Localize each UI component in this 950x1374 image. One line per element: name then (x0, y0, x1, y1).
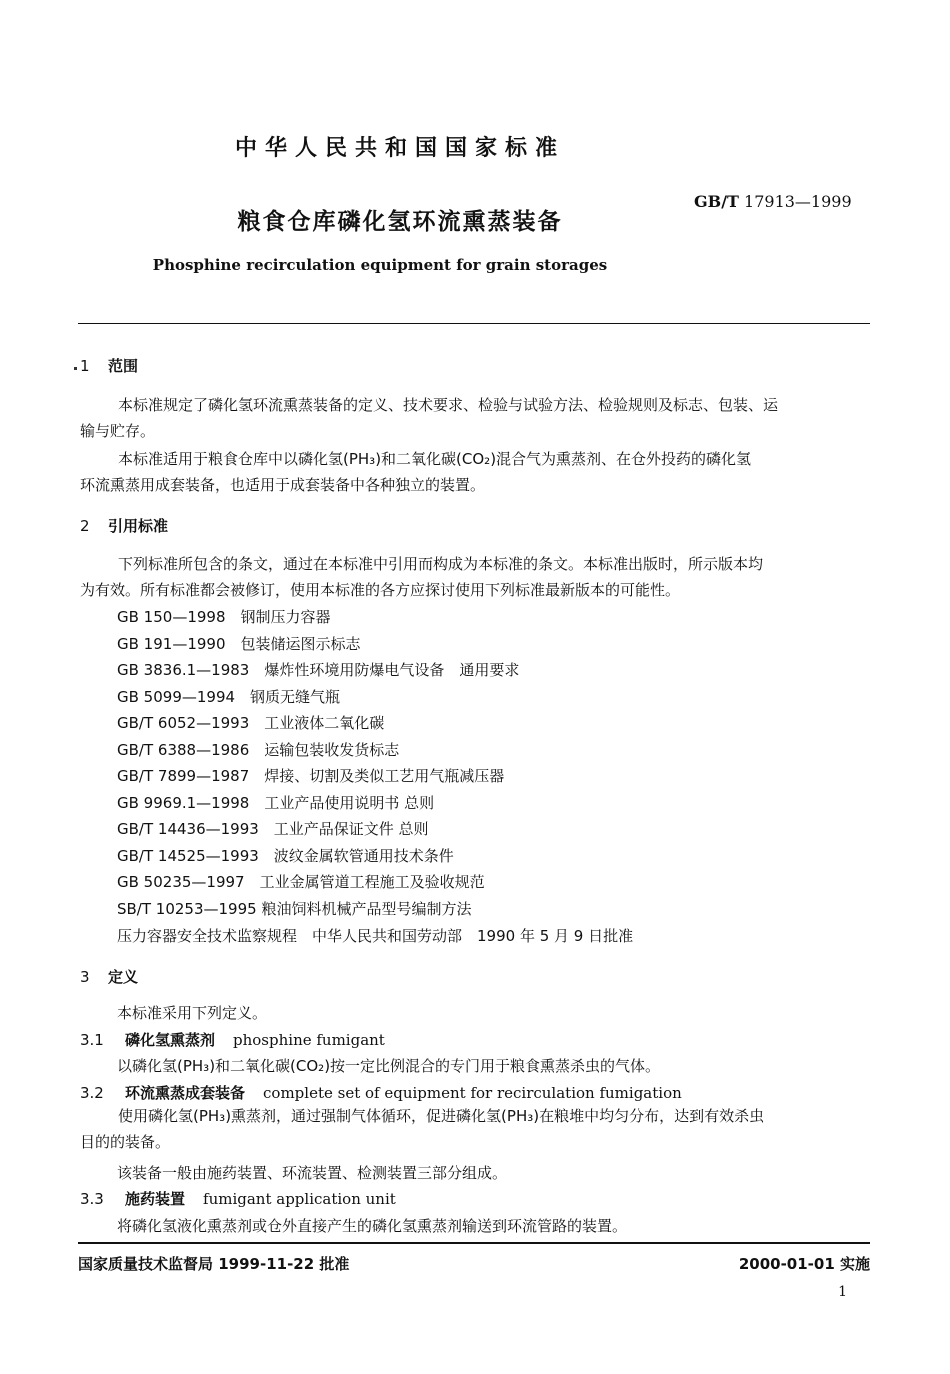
section-number: 3 (80, 968, 90, 986)
definition-3-3-term (80, 1188, 396, 1209)
reference-item: GB 150—1998 钢制压力容器 (117, 608, 331, 626)
section-1-paragraph-1 (80, 392, 870, 444)
national-standard-heading: 中华人民共和国国家标准 (234, 136, 565, 161)
document-title: 粮食仓库磷化氢环流熏蒸装备 (237, 209, 563, 235)
scan-dot (74, 367, 77, 370)
section-title: 引用标准 (108, 517, 169, 535)
reference-item: GB/T 6052—1993 工业液体二氧化碳 (117, 714, 385, 732)
standard-prefix: GB/T (694, 192, 739, 211)
term-english: fumigant application unit (203, 1190, 396, 1208)
term-chinese: 施药装置 (125, 1190, 186, 1208)
reference-item: GB/T 14436—1993 工业产品保证文件 总则 (117, 820, 429, 838)
paragraph-line: 为有效。所有标准都会被修订，使用本标准的各方应探讨使用下列标准最新版本的可能性。 (80, 581, 681, 599)
document-title-english: Phosphine recirculation equipment for grain storages (152, 256, 608, 274)
section-1-heading (80, 355, 138, 376)
section-title: 定义 (108, 968, 139, 986)
reference-item: GB 191—1990 包装储运图示标志 (117, 635, 361, 653)
implementation-date: 2000-01-01 实施 (738, 1255, 870, 1273)
term-english: complete set of equipment for recirculation fumigation (263, 1084, 682, 1102)
section-1-paragraph-2 (80, 446, 870, 498)
definition-3-2-text (80, 1103, 870, 1155)
definition-3-2-term (80, 1082, 682, 1103)
reference-item: GB 3836.1—1983 爆炸性环境用防爆电气设备 通用要求 (117, 661, 520, 679)
definition-3-1-text: 以磷化氢(PH₃)和二氧化碳(CO₂)按一定比例混合的专门用于粮食熏蒸杀虫的气体。 (117, 1057, 661, 1075)
term-chinese: 环流熏蒸成套装备 (125, 1084, 246, 1102)
paragraph-line: 本标准规定了磷化氢环流熏蒸装备的定义、技术要求、检验与试验方法、检验规则及标志、包装、运 (118, 396, 779, 414)
section-number: 1 (80, 357, 90, 375)
definition-number: 3.2 (80, 1084, 104, 1102)
paragraph-line: 环流熏蒸用成套装备，也适用于成套装备中各种独立的装置。 (80, 476, 486, 494)
paragraph-line: 目的的装备。 (80, 1133, 171, 1151)
standard-number: 17913—1999 (744, 192, 852, 211)
reference-item: SB/T 10253—1995 粮油饲料机械产品型号编制方法 (117, 900, 472, 918)
section-number: 2 (80, 517, 90, 535)
term-chinese: 磷化氢熏蒸剂 (125, 1031, 216, 1049)
paragraph-line: 本标准适用于粮食仓库中以磷化氢(PH₃)和二氧化碳(CO₂)混合气为熏蒸剂、在仓外投药的磷化氢 (118, 450, 752, 468)
footer-rule (78, 1242, 870, 1244)
header-rule (78, 323, 870, 324)
reference-item: GB/T 7899—1987 焊接、切割及类似工艺用气瓶减压器 (117, 767, 505, 785)
section-2-paragraph (80, 551, 870, 603)
reference-item: GB 5099—1994 钢质无缝气瓶 (117, 688, 341, 706)
approval-date: 国家质量技术监督局 1999-11-22 批准 (78, 1255, 350, 1273)
reference-item: GB/T 14525—1993 波纹金属软管通用技术条件 (117, 847, 454, 865)
reference-item: GB/T 6388—1986 运输包装收发货标志 (117, 741, 400, 759)
section-3-heading (80, 966, 138, 987)
page-number: 1 (838, 1284, 847, 1300)
section-2-heading (80, 515, 168, 536)
reference-item: 压力容器安全技术监察规程 中华人民共和国劳动部 1990 年 5 月 9 日批准 (117, 927, 634, 945)
paragraph-line: 下列标准所包含的条文，通过在本标准中引用而构成为本标准的条文。本标准出版时，所示版本均 (118, 555, 764, 573)
section-title: 范围 (108, 357, 139, 375)
paragraph-line: 输与贮存。 (80, 422, 156, 440)
definition-3-3-text: 将磷化氢液化熏蒸剂或仓外直接产生的磷化氢熏蒸剂输送到环流管路的装置。 (117, 1217, 628, 1235)
section-3-intro: 本标准采用下列定义。 (117, 1004, 268, 1022)
reference-item: GB 9969.1—1998 工业产品使用说明书 总则 (117, 794, 435, 812)
paragraph-line: 使用磷化氢(PH₃)熏蒸剂，通过强制气体循环，促进磷化氢(PH₃)在粮堆中均匀分布，达到有效杀虫 (118, 1107, 765, 1125)
definition-3-1-term (80, 1029, 385, 1050)
definition-number: 3.1 (80, 1031, 104, 1049)
term-english: phosphine fumigant (233, 1031, 385, 1049)
reference-item: GB 50235—1997 工业金属管道工程施工及验收规范 (117, 873, 485, 891)
definition-number: 3.3 (80, 1190, 104, 1208)
definition-3-2-note: 该装备一般由施药装置、环流装置、检测装置三部分组成。 (117, 1164, 508, 1182)
